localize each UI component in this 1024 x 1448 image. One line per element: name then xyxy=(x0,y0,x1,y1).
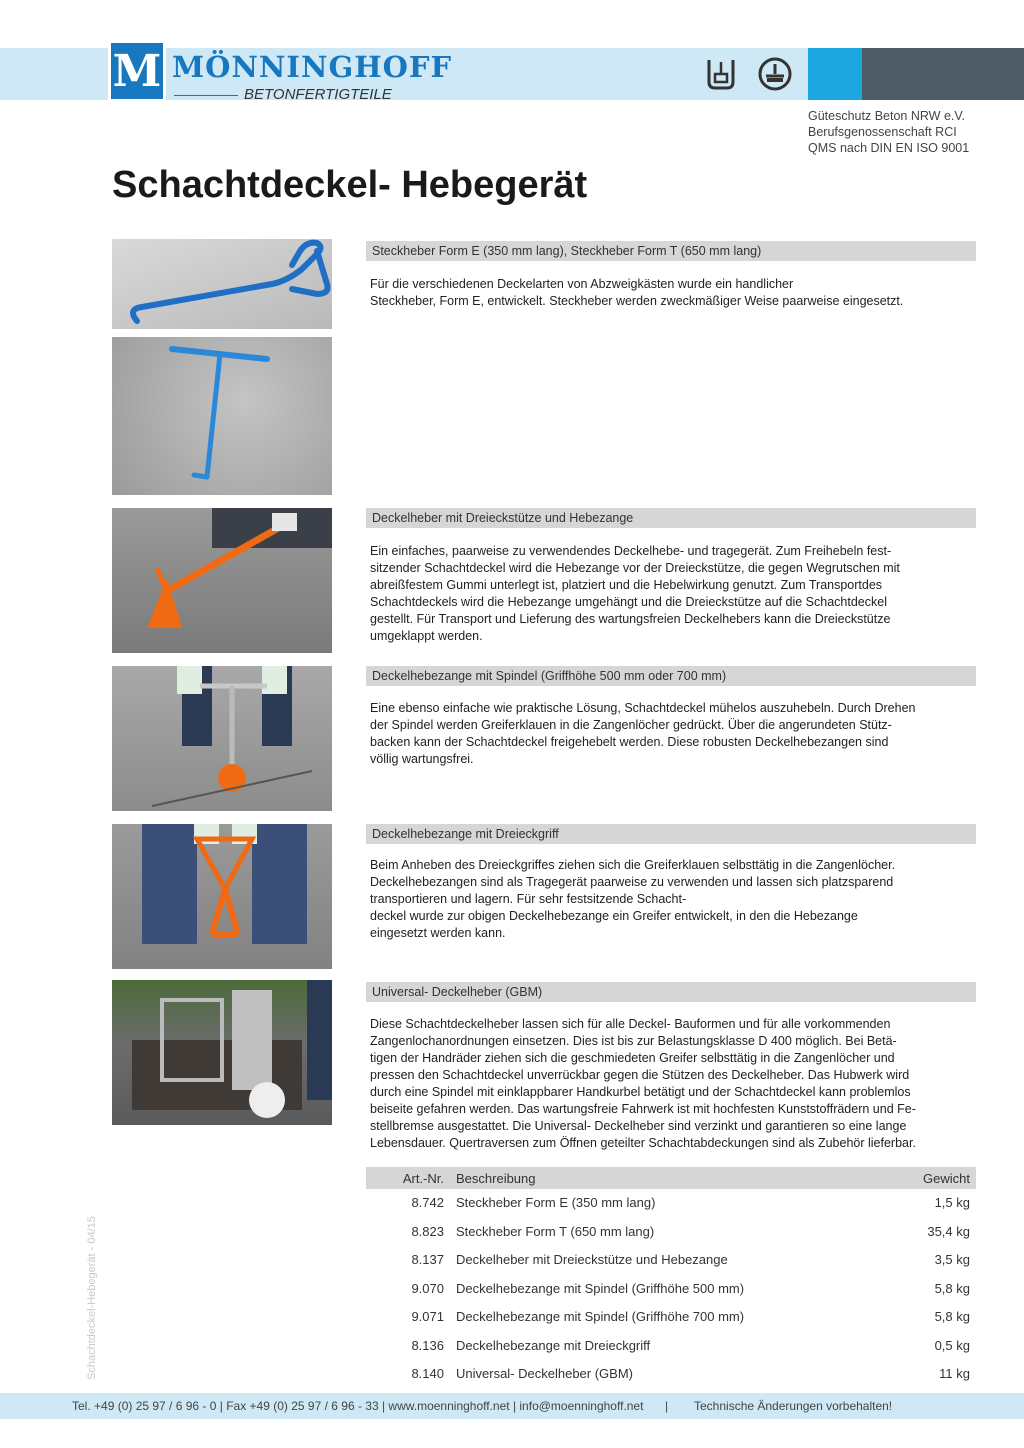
quality-seal-icon xyxy=(703,56,739,92)
company-name: MÖNNINGHOFF xyxy=(172,50,453,84)
cell-weight: 35,4 kg xyxy=(927,1223,970,1239)
section-heading-steckheber: Steckheber Form E (350 mm lang), Steckheber Form T (650 mm lang) xyxy=(366,241,976,261)
section-text-universal xyxy=(370,1016,976,1152)
cell-art-nr: 8.137 xyxy=(411,1252,444,1268)
text-line: tigen der Handräder ziehen sich die geschmiedeten Greifer selbsttätig in die Zangenlöcher und xyxy=(370,1051,895,1065)
text-line: Eine ebenso einfache wie praktische Lösung, Schachtdeckel mühelos auszuhebeln. Durch Drehen xyxy=(370,701,916,715)
safety-mark-icon xyxy=(757,56,793,92)
text-line: Diese Schachtdeckelheber lassen sich für alle Deckel- Bauformen und für alle vorkommenden xyxy=(370,1017,891,1031)
text-line: Beim Anheben des Dreieckgriffes ziehen sich die Greiferklauen selbsttätig in die Zangenlöcher. xyxy=(370,858,896,872)
section-heading-spindel: Deckelhebezange mit Spindel (Griffhöhe 500 mm oder 700 mm) xyxy=(366,666,976,686)
table-row xyxy=(366,1246,976,1275)
footer-contact: Tel. +49 (0) 25 97 / 6 96 - 0 | Fax +49 (0) 25 97 / 6 96 - 33 | www.moenninghoff.net | info@moenninghoff.net xyxy=(72,1399,644,1413)
text-line: beiseite gefahren werden. Das wartungsfreie Fahrwerk ist mit hochfesten Kunststoffrädern und Fe- xyxy=(370,1102,916,1116)
text-line: abreißfestem Gummi unterlegt ist, platziert und die Hebelwirkung genutzt. Zum Transportdes xyxy=(370,578,883,592)
section-heading-universal: Universal- Deckelheber (GBM) xyxy=(366,982,976,1002)
photo-deckelheber-dreieckstuetze xyxy=(112,508,332,653)
text-line: Lebensdauer. Quertraversen zum Öffnen geteilter Schachtabdeckungen sind als Zubehör lieferbar. xyxy=(370,1136,916,1150)
text-line: eingesetzt werden kann. xyxy=(370,926,506,940)
column-header-description: Beschreibung xyxy=(450,1167,890,1189)
text-line: Für die verschiedenen Deckelarten von Abzweigkästen wurde ein handlicher xyxy=(370,277,794,291)
text-line: Steckheber, Form E, entwickelt. Steckheber werden zweckmäßiger Weise paarweise eingesetzt. xyxy=(370,294,904,308)
text-line: transportieren und lagern. Für sehr festsitzende Schacht- xyxy=(370,892,687,906)
text-line: durch eine Spindel mit einklappbarer Handkurbel betätigt und der Schachtdeckel kann problemlos xyxy=(370,1085,911,1099)
section-text-dreieckgriff xyxy=(370,857,976,942)
footer-disclaimer: Technische Änderungen vorbehalten! xyxy=(694,1399,893,1413)
text-line: sitzender Schachtdeckel wird die Hebezange vor der Dreieckstütze, die gegen Wegrutschen mit xyxy=(370,561,900,575)
page-title: Schachtdeckel- Hebegerät xyxy=(112,164,588,206)
logo-letter: M xyxy=(112,45,162,97)
text-line: völlig wartungsfrei. xyxy=(370,752,474,766)
footer-separator: | xyxy=(665,1399,669,1413)
cell-weight: 3,5 kg xyxy=(934,1252,970,1268)
photo-steckheber-form-e xyxy=(112,239,332,329)
logo-divider xyxy=(174,95,238,96)
table-row xyxy=(366,1331,976,1360)
text-line: backen kann der Schachtdeckel freigehebelt werden. Diese robusten Deckelhebezangen sind xyxy=(370,735,889,749)
section-text-steckheber xyxy=(370,276,976,310)
certification-line: Berufsgenossenschaft RCI xyxy=(808,125,957,139)
photo-deckelhebezange-spindel xyxy=(112,666,332,811)
column-header-art-nr: Art.-Nr. xyxy=(366,1167,450,1189)
text-line: gestellt. Für Transport und Lieferung des wartungsfreien Deckelhebers kann die Dreieckstütze xyxy=(370,612,891,626)
cell-weight: 5,8 kg xyxy=(934,1309,970,1325)
cell-weight: 0,5 kg xyxy=(934,1337,970,1353)
cell-description: Steckheber Form T (650 mm lang) xyxy=(456,1223,655,1239)
cell-art-nr: 8.140 xyxy=(411,1366,444,1382)
text-line: Schachtdeckels wird die Hebezange umgehängt und die Dreieckstütze auf die Schachtdeckel xyxy=(370,595,887,609)
text-line: Ein einfaches, paarweise zu verwendendes Deckelhebe- und tragegerät. Zum Freihebeln fest- xyxy=(370,544,892,558)
cell-weight: 1,5 kg xyxy=(934,1195,970,1211)
photo-deckelhebezange-dreieckgriff xyxy=(112,824,332,969)
text-line: Deckelhebezangen sind als Tragegerät paarweise zu verwenden und lassen sich platzsparend xyxy=(370,875,894,889)
table-row xyxy=(366,1189,976,1217)
text-line: Zangenlochanordnungen einsetzen. Dies ist bis zur Belastungsklasse D 400 möglich. Bei Betä- xyxy=(370,1034,897,1048)
section-text-deckelheber xyxy=(370,543,976,645)
cell-description: Deckelhebezange mit Spindel (Griffhöhe 500 mm) xyxy=(456,1280,745,1296)
cell-weight: 11 kg xyxy=(939,1366,970,1382)
table-row xyxy=(366,1303,976,1332)
cell-weight: 5,8 kg xyxy=(934,1280,970,1296)
certification-line: QMS nach DIN EN ISO 9001 xyxy=(808,141,970,155)
text-line: stellbremse ausgestattet. Die Universal- Deckelheber sind verzinkt und garantieren so eine lange xyxy=(370,1119,907,1133)
text-line: umgeklappt werden. xyxy=(370,629,483,643)
table-row xyxy=(366,1217,976,1246)
certification-line: Güteschutz Beton NRW e.V. xyxy=(808,109,966,123)
table-row xyxy=(366,1360,976,1389)
section-heading-dreieckgriff: Deckelhebezange mit Dreieckgriff xyxy=(366,824,976,844)
section-heading-deckelheber: Deckelheber mit Dreieckstütze und Hebezange xyxy=(366,508,976,528)
cell-description: Deckelheber mit Dreieckstütze und Hebezange xyxy=(456,1252,728,1268)
company-subtitle: BETONFERTIGTEILE xyxy=(244,86,392,103)
section-text-spindel xyxy=(370,700,976,768)
company-logo xyxy=(108,40,166,102)
cell-description: Deckelhebezange mit Spindel (Griffhöhe 700 mm) xyxy=(456,1309,745,1325)
column-header-weight: Gewicht xyxy=(890,1167,976,1189)
cell-description: Steckheber Form E (350 mm lang) xyxy=(456,1195,656,1211)
cell-description: Universal- Deckelheber (GBM) xyxy=(456,1366,633,1382)
text-line: deckel wurde zur obigen Deckelhebezange ein Greifer entwickelt, in den die Hebezange xyxy=(370,909,858,923)
text-line: pressen den Schachtdeckel unverrückbar gegen die Stützen des Deckelheber. Das Hubwerk wird xyxy=(370,1068,910,1082)
table-header-row xyxy=(366,1167,976,1189)
table-row xyxy=(366,1274,976,1303)
cell-art-nr: 8.742 xyxy=(411,1195,444,1211)
cell-art-nr: 8.136 xyxy=(411,1337,444,1353)
photo-steckheber-form-t xyxy=(112,337,332,495)
cell-description: Deckelhebezange mit Dreieckgriff xyxy=(456,1337,651,1353)
photo-universal-deckelheber xyxy=(112,980,332,1125)
certification-list xyxy=(808,108,969,156)
text-line: der Spindel werden Greiferklauen in die Zangenlöcher gedrückt. Über die angerundeten Stütz- xyxy=(370,718,892,732)
cell-art-nr: 9.070 xyxy=(411,1280,444,1296)
header-band-accent xyxy=(808,48,862,100)
document-reference: Schachtdeckel-Hebegerät - 04/15 xyxy=(86,1216,98,1380)
cell-art-nr: 8.823 xyxy=(411,1223,444,1239)
product-table xyxy=(366,1167,976,1389)
header-band-dark xyxy=(862,48,1024,100)
cell-art-nr: 9.071 xyxy=(411,1309,444,1325)
